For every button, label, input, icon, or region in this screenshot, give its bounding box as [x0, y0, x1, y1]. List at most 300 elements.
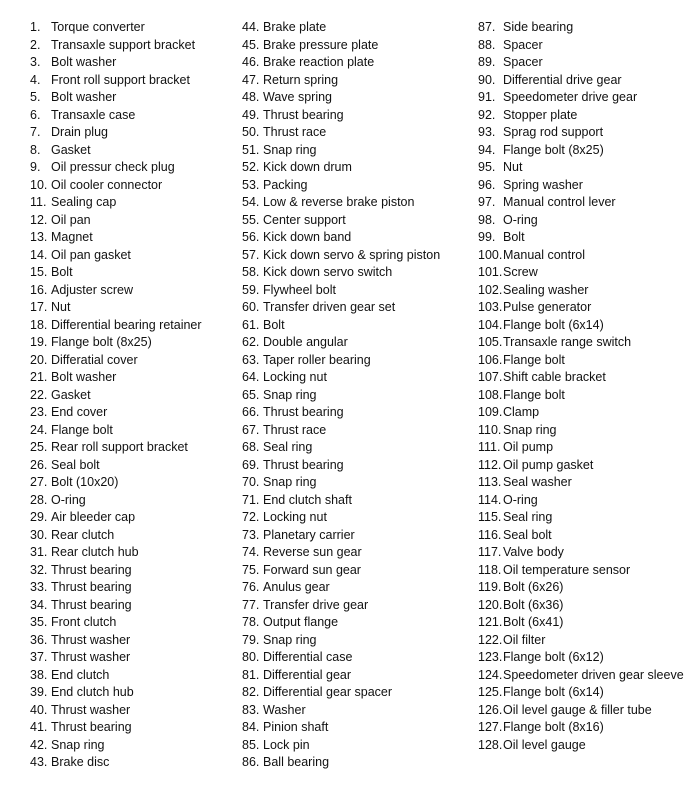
part-list-item [30, 597, 202, 615]
part-name: Seal ring [503, 510, 553, 524]
part-name: Return spring [263, 72, 339, 87]
part-number: 109. [478, 405, 503, 419]
part-number: 46. [242, 55, 260, 69]
part-number: 52. [242, 160, 260, 174]
part-number: 98. [478, 212, 496, 227]
part-name: Kick down drum [263, 160, 352, 174]
part-name: Forward sun gear [263, 562, 361, 577]
part-number: 27. [30, 475, 48, 489]
part-number: 128. [478, 737, 503, 752]
part-number: 81. [242, 667, 260, 682]
part-list-item [242, 177, 440, 195]
part-name: Flange bolt (8x25) [51, 335, 152, 349]
part-number: 16. [30, 282, 48, 297]
part-name: Pulse generator [503, 300, 592, 314]
part-name: Brake pressure plate [263, 37, 379, 52]
part-number: 58. [242, 265, 260, 279]
part-name: Bolt [503, 230, 525, 244]
part-list-item [242, 107, 440, 125]
part-number: 33. [30, 580, 48, 594]
part-name: Locking nut [263, 370, 327, 384]
part-number: 34. [30, 597, 48, 612]
part-list-item [478, 54, 684, 72]
part-name: Drain plug [51, 125, 108, 139]
part-list-item [30, 527, 202, 545]
part-number: 84. [242, 720, 260, 734]
part-number: 102. [478, 282, 503, 297]
part-list-item [478, 124, 684, 142]
part-name: Sprag rod support [503, 125, 604, 139]
part-list-item [242, 667, 440, 685]
part-list-item [242, 317, 440, 335]
part-list-item [478, 544, 684, 562]
part-number: 73. [242, 527, 260, 542]
part-list-item [30, 474, 202, 492]
part-list-item [30, 632, 202, 650]
part-name: Transaxle range switch [503, 335, 632, 349]
part-name: Oil level gauge & filler tube [503, 702, 652, 717]
part-name: Kick down servo & spring piston [263, 247, 441, 262]
part-name: Spacer [503, 37, 543, 52]
part-name: Ball bearing [263, 755, 330, 769]
part-list-item [30, 352, 202, 370]
part-name: Clamp [503, 405, 540, 419]
part-number: 105. [478, 335, 503, 349]
part-list-item [30, 247, 202, 265]
part-number: 115. [478, 510, 502, 524]
part-name: Flange bolt (8x25) [503, 142, 604, 157]
part-number: 25. [30, 440, 48, 454]
part-list-item [242, 334, 440, 352]
part-number: 114. [478, 492, 502, 507]
part-list-item [242, 54, 440, 72]
part-number: 74. [242, 545, 260, 559]
part-list-item [30, 194, 202, 212]
part-list-item [242, 597, 440, 615]
part-number: 65. [242, 387, 260, 402]
part-list-item [30, 229, 202, 247]
part-list-item [478, 334, 684, 352]
part-number: 45. [242, 37, 260, 52]
part-number: 62. [242, 335, 260, 349]
part-list-item [242, 457, 440, 475]
part-list-item [30, 719, 202, 737]
part-number: 66. [242, 405, 260, 419]
part-list-item [242, 194, 440, 212]
part-name: Spring washer [503, 177, 583, 192]
part-list-item [30, 457, 202, 475]
part-list-item [478, 474, 684, 492]
part-name: Spacer [503, 55, 543, 69]
part-name: Thrust washer [51, 702, 131, 717]
part-name: Front roll support bracket [51, 72, 190, 87]
part-list-item [30, 579, 202, 597]
part-number: 4. [30, 72, 41, 87]
part-number: 116. [478, 527, 502, 542]
part-name: Differential gear [263, 667, 352, 682]
part-name: Seal ring [263, 440, 313, 454]
part-number: 68. [242, 440, 260, 454]
part-name: Valve body [503, 545, 564, 559]
part-number: 47. [242, 72, 260, 87]
part-list-item [242, 352, 440, 370]
part-number: 118. [478, 562, 502, 577]
part-name: Flange bolt [51, 422, 113, 437]
part-list-item [478, 597, 684, 615]
part-name: Snap ring [503, 422, 557, 437]
part-list-item [242, 229, 440, 247]
part-number: 88. [478, 37, 496, 52]
part-number: 69. [242, 457, 260, 472]
part-list-item [242, 247, 440, 265]
part-name: Differatial cover [51, 352, 138, 367]
part-number: 63. [242, 352, 260, 367]
part-number: 53. [242, 177, 260, 192]
part-name: Differential bearing retainer [51, 317, 202, 332]
part-number: 125. [478, 685, 503, 699]
part-list-item [30, 614, 202, 632]
part-name: Planetary carrier [263, 527, 355, 542]
part-name: Output flange [263, 615, 339, 629]
part-list-item [478, 247, 684, 265]
part-number: 70. [242, 475, 260, 489]
part-number: 15. [30, 265, 48, 279]
part-list-item [478, 457, 684, 475]
part-list-item [242, 404, 440, 422]
part-list-item [478, 159, 684, 177]
part-list-item [242, 527, 440, 545]
part-name: Snap ring [263, 475, 317, 489]
part-list-item [30, 667, 202, 685]
part-name: Pinion shaft [263, 720, 329, 734]
part-name: Manual control lever [503, 195, 616, 209]
part-number: 28. [30, 492, 48, 507]
part-list-item [242, 439, 440, 457]
part-name: Gasket [51, 142, 91, 157]
part-list-item [478, 667, 684, 685]
part-list-item [478, 719, 684, 737]
part-number: 67. [242, 422, 260, 437]
part-number: 78. [242, 615, 260, 629]
part-list-item [242, 72, 440, 90]
part-list-item [478, 702, 684, 720]
part-name: End cover [51, 405, 108, 419]
part-number: 54. [242, 195, 260, 209]
part-number: 37. [30, 650, 48, 664]
part-list-item [242, 509, 440, 527]
part-name: Oil pump gasket [503, 457, 594, 472]
part-number: 51. [242, 142, 260, 157]
part-name: Bolt (6x41) [503, 615, 564, 629]
part-name: Adjuster screw [51, 282, 133, 297]
part-name: Bolt [263, 317, 285, 332]
part-name: Packing [263, 177, 308, 192]
part-name: End clutch shaft [263, 492, 352, 507]
part-number: 117. [478, 545, 502, 559]
part-name: Transfer driven gear set [263, 300, 396, 314]
part-name: O-ring [503, 212, 538, 227]
part-number: 127. [478, 720, 503, 734]
part-list-item [242, 544, 440, 562]
part-list-item [478, 212, 684, 230]
part-list-item [478, 369, 684, 387]
part-number: 12. [30, 212, 48, 227]
part-name: Washer [263, 702, 306, 717]
part-list-item [30, 562, 202, 580]
part-name: Locking nut [263, 510, 327, 524]
part-number: 112. [478, 457, 502, 472]
part-number: 23. [30, 405, 48, 419]
part-number: 75. [242, 562, 260, 577]
part-number: 122. [478, 632, 503, 647]
part-number: 82. [242, 685, 260, 699]
part-number: 21. [30, 370, 48, 384]
part-name: Wave spring [263, 90, 333, 104]
part-list-item [30, 264, 202, 282]
part-number: 6. [30, 107, 41, 122]
part-name: Oil pressur check plug [51, 160, 175, 174]
part-list-item [478, 299, 684, 317]
part-list-item [30, 37, 202, 55]
part-name: Reverse sun gear [263, 545, 362, 559]
part-name: Thrust race [263, 422, 327, 437]
part-list-item [30, 282, 202, 300]
part-list-item [30, 142, 202, 160]
parts-column-2 [242, 19, 440, 772]
part-number: 3. [30, 55, 41, 69]
part-name: Oil pan [51, 212, 91, 227]
part-name: Bolt (10x20) [51, 475, 119, 489]
part-number: 64. [242, 370, 260, 384]
part-list-item [242, 737, 440, 755]
part-number: 56. [242, 230, 260, 244]
part-number: 101. [478, 265, 503, 279]
part-number: 59. [242, 282, 260, 297]
part-list-item [30, 387, 202, 405]
part-number: 61. [242, 317, 260, 332]
part-list-item [30, 737, 202, 755]
part-list-item [478, 614, 684, 632]
part-name: Thrust race [263, 125, 327, 139]
part-number: 20. [30, 352, 48, 367]
part-number: 92. [478, 107, 496, 122]
part-list-item [30, 649, 202, 667]
part-name: Flange bolt (8x16) [503, 720, 604, 734]
part-name: Thrust washer [51, 632, 131, 647]
part-name: Thrust washer [51, 650, 131, 664]
part-list-item [30, 177, 202, 195]
part-number: 57. [242, 247, 260, 262]
part-number: 89. [478, 55, 496, 69]
part-number: 29. [30, 510, 48, 524]
part-number: 50. [242, 125, 260, 139]
part-name: Low & reverse brake piston [263, 195, 415, 209]
part-name: Transfer drive gear [263, 597, 369, 612]
part-name: Thrust bearing [51, 597, 132, 612]
part-list-item [478, 72, 684, 90]
part-number: 108. [478, 387, 503, 402]
part-name: Torque converter [51, 20, 145, 34]
part-number: 94. [478, 142, 496, 157]
part-name: Seal bolt [503, 527, 552, 542]
part-list-item [30, 702, 202, 720]
part-name: Sealing washer [503, 282, 589, 297]
part-number: 106. [478, 352, 503, 367]
part-list-item [30, 422, 202, 440]
part-list-item [478, 194, 684, 212]
part-name: Double angular [263, 335, 348, 349]
part-list-item [30, 54, 202, 72]
part-list-item [242, 492, 440, 510]
part-number: 41. [30, 720, 48, 734]
part-list-item [242, 264, 440, 282]
part-list-item [242, 422, 440, 440]
part-list-item [478, 632, 684, 650]
part-number: 38. [30, 667, 48, 682]
part-number: 79. [242, 632, 260, 647]
part-list-item [242, 719, 440, 737]
part-list-item [242, 562, 440, 580]
part-list-item [478, 19, 684, 37]
part-list-item [478, 527, 684, 545]
part-name: Sealing cap [51, 195, 117, 209]
part-number: 96. [478, 177, 496, 192]
part-name: Flange bolt (6x12) [503, 650, 604, 664]
part-list-item [478, 352, 684, 370]
part-number: 18. [30, 317, 48, 332]
part-list-item [30, 124, 202, 142]
part-name: Snap ring [263, 142, 317, 157]
part-list-item [478, 387, 684, 405]
part-number: 124. [478, 667, 503, 682]
part-number: 80. [242, 650, 260, 664]
part-name: Transaxle case [51, 107, 136, 122]
part-name: Brake plate [263, 20, 327, 34]
part-name: Screw [503, 265, 538, 279]
part-list-item [242, 142, 440, 160]
part-name: Differential case [263, 650, 353, 664]
part-number: 44. [242, 20, 260, 34]
part-name: Front clutch [51, 615, 117, 629]
part-name: Flange bolt (6x14) [503, 317, 604, 332]
part-number: 13. [30, 230, 48, 244]
part-number: 111. [478, 440, 501, 454]
part-number: 48. [242, 90, 260, 104]
part-name: Flange bolt [503, 352, 565, 367]
part-number: 55. [242, 212, 260, 227]
part-name: Oil temperature sensor [503, 562, 631, 577]
part-number: 113. [478, 475, 502, 489]
part-name: End clutch [51, 667, 110, 682]
part-name: Oil pan gasket [51, 247, 131, 262]
part-number: 93. [478, 125, 496, 139]
part-number: 32. [30, 562, 48, 577]
part-list-item [30, 212, 202, 230]
part-number: 90. [478, 72, 496, 87]
part-name: Anulus gear [263, 580, 330, 594]
part-list-item [30, 299, 202, 317]
part-list-item [242, 474, 440, 492]
part-number: 120. [478, 597, 503, 612]
part-name: Oil pump [503, 440, 554, 454]
part-number: 76. [242, 580, 260, 594]
part-list-item [242, 159, 440, 177]
part-list-item [242, 369, 440, 387]
part-name: Bolt washer [51, 55, 117, 69]
part-name: Differential drive gear [503, 72, 622, 87]
part-name: Gasket [51, 387, 91, 402]
part-name: Rear clutch [51, 527, 115, 542]
part-name: O-ring [51, 492, 86, 507]
part-number: 110. [478, 422, 502, 437]
part-number: 8. [30, 142, 41, 157]
part-number: 14. [30, 247, 48, 262]
part-number: 99. [478, 230, 496, 244]
part-list-item [242, 37, 440, 55]
part-name: Oil filter [503, 632, 546, 647]
part-number: 107. [478, 370, 503, 384]
part-name: Speedometer driven gear sleeve [503, 667, 684, 682]
part-number: 123. [478, 650, 503, 664]
part-list-item [30, 334, 202, 352]
part-number: 87. [478, 20, 496, 34]
part-list-item [478, 492, 684, 510]
part-name: Thrust bearing [51, 720, 132, 734]
part-number: 97. [478, 195, 496, 209]
part-name: Magnet [51, 230, 93, 244]
part-number: 17. [30, 300, 48, 314]
part-list-item [30, 754, 202, 772]
part-number: 60. [242, 300, 260, 314]
part-number: 9. [30, 160, 41, 174]
part-name: Bolt [51, 265, 73, 279]
part-list-item [30, 89, 202, 107]
part-list-item [30, 159, 202, 177]
part-number: 103. [478, 300, 503, 314]
part-number: 10. [30, 177, 48, 192]
part-list-item [478, 264, 684, 282]
part-name: Manual control [503, 247, 585, 262]
part-name: Oil level gauge [503, 737, 586, 752]
part-number: 104. [478, 317, 503, 332]
part-list-item [242, 124, 440, 142]
part-number: 121. [478, 615, 503, 629]
part-list-item [30, 492, 202, 510]
part-list-item [478, 177, 684, 195]
part-name: Taper roller bearing [263, 352, 371, 367]
part-number: 71. [242, 492, 260, 507]
part-number: 40. [30, 702, 48, 717]
part-number: 100. [478, 247, 503, 262]
part-list-item [30, 684, 202, 702]
part-name: Bolt (6x36) [503, 597, 564, 612]
part-list-item [242, 684, 440, 702]
part-list-item [30, 544, 202, 562]
part-list-item [30, 509, 202, 527]
part-list-item [478, 579, 684, 597]
part-name: Thrust bearing [51, 562, 132, 577]
part-number: 22. [30, 387, 48, 402]
part-name: Thrust bearing [263, 405, 344, 419]
part-name: Flange bolt (6x14) [503, 685, 604, 699]
part-number: 11. [30, 195, 47, 209]
part-name: Center support [263, 212, 346, 227]
part-number: 95. [478, 160, 496, 174]
part-name: Nut [503, 160, 523, 174]
part-name: Kick down servo switch [263, 265, 393, 279]
part-name: Seal washer [503, 475, 572, 489]
part-list-item [242, 282, 440, 300]
